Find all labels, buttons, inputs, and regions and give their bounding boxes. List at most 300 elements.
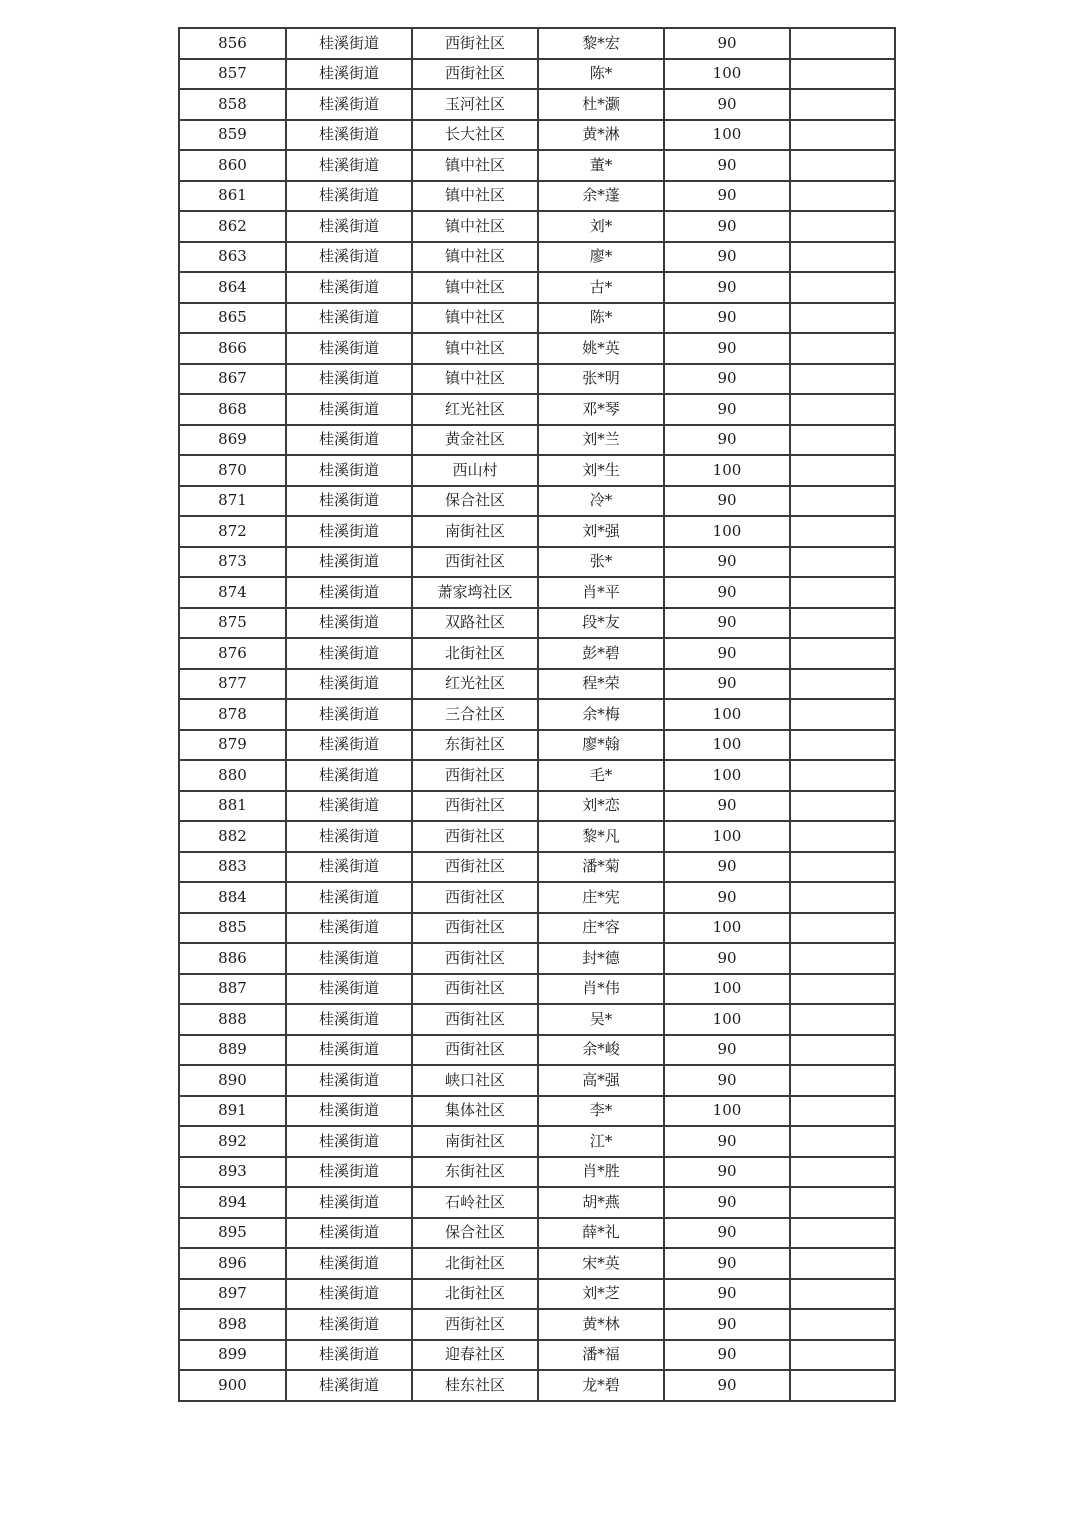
note-cell [790, 455, 895, 486]
table-row [179, 882, 895, 913]
name-cell: 肖*平 [538, 577, 664, 608]
table-row [179, 272, 895, 303]
note-cell [790, 364, 895, 395]
row-number-cell: 869 [179, 425, 286, 456]
community-cell: 集体社区 [412, 1096, 538, 1127]
name-cell: 龙*碧 [538, 1370, 664, 1401]
table-row [179, 455, 895, 486]
score-cell: 100 [664, 821, 790, 852]
note-cell [790, 272, 895, 303]
score-cell: 90 [664, 242, 790, 273]
table-row [179, 1370, 895, 1401]
row-number-cell: 895 [179, 1218, 286, 1249]
community-cell: 玉河社区 [412, 89, 538, 120]
table-row [179, 547, 895, 578]
score-cell: 90 [664, 303, 790, 334]
row-number-cell: 883 [179, 852, 286, 883]
note-cell [790, 1004, 895, 1035]
row-number-cell: 873 [179, 547, 286, 578]
community-cell: 镇中社区 [412, 303, 538, 334]
table-row [179, 181, 895, 212]
note-cell [790, 791, 895, 822]
street-cell: 桂溪街道 [286, 333, 412, 364]
score-cell: 90 [664, 1218, 790, 1249]
name-cell: 陈* [538, 303, 664, 334]
name-cell: 黎*凡 [538, 821, 664, 852]
table-row [179, 89, 895, 120]
table-row [179, 699, 895, 730]
name-cell: 黄*林 [538, 1309, 664, 1340]
community-cell: 东街社区 [412, 730, 538, 761]
table-row [179, 486, 895, 517]
street-cell: 桂溪街道 [286, 791, 412, 822]
row-number-cell: 857 [179, 59, 286, 90]
street-cell: 桂溪街道 [286, 943, 412, 974]
roster-table-body [179, 28, 895, 1401]
community-cell: 双路社区 [412, 608, 538, 639]
score-cell: 90 [664, 1248, 790, 1279]
table-row [179, 1004, 895, 1035]
name-cell: 刘*恋 [538, 791, 664, 822]
row-number-cell: 872 [179, 516, 286, 547]
row-number-cell: 863 [179, 242, 286, 273]
community-cell: 西街社区 [412, 547, 538, 578]
note-cell [790, 852, 895, 883]
score-cell: 100 [664, 760, 790, 791]
community-cell: 镇中社区 [412, 272, 538, 303]
note-cell [790, 1309, 895, 1340]
name-cell: 余*梅 [538, 699, 664, 730]
table-row [179, 333, 895, 364]
community-cell: 西街社区 [412, 760, 538, 791]
table-row [179, 1309, 895, 1340]
table-row [179, 1126, 895, 1157]
name-cell: 张* [538, 547, 664, 578]
score-cell: 90 [664, 1340, 790, 1371]
community-cell: 镇中社区 [412, 242, 538, 273]
note-cell [790, 913, 895, 944]
table-row [179, 791, 895, 822]
community-cell: 三合社区 [412, 699, 538, 730]
row-number-cell: 898 [179, 1309, 286, 1340]
row-number-cell: 890 [179, 1065, 286, 1096]
note-cell [790, 181, 895, 212]
table-row [179, 516, 895, 547]
table-row [179, 1340, 895, 1371]
street-cell: 桂溪街道 [286, 760, 412, 791]
note-cell [790, 242, 895, 273]
community-cell: 西街社区 [412, 1309, 538, 1340]
community-cell: 镇中社区 [412, 211, 538, 242]
table-row [179, 1248, 895, 1279]
note-cell [790, 333, 895, 364]
table-row [179, 1096, 895, 1127]
name-cell: 宋*英 [538, 1248, 664, 1279]
row-number-cell: 889 [179, 1035, 286, 1066]
score-cell: 90 [664, 211, 790, 242]
note-cell [790, 730, 895, 761]
street-cell: 桂溪街道 [286, 1340, 412, 1371]
note-cell [790, 1126, 895, 1157]
community-cell: 北街社区 [412, 638, 538, 669]
score-cell: 100 [664, 974, 790, 1005]
community-cell: 迎春社区 [412, 1340, 538, 1371]
community-cell: 西街社区 [412, 791, 538, 822]
street-cell: 桂溪街道 [286, 242, 412, 273]
note-cell [790, 1065, 895, 1096]
street-cell: 桂溪街道 [286, 1187, 412, 1218]
street-cell: 桂溪街道 [286, 821, 412, 852]
note-cell [790, 211, 895, 242]
score-cell: 90 [664, 943, 790, 974]
name-cell: 陈* [538, 59, 664, 90]
roster-table [178, 27, 896, 1402]
score-cell: 90 [664, 791, 790, 822]
note-cell [790, 1187, 895, 1218]
street-cell: 桂溪街道 [286, 638, 412, 669]
street-cell: 桂溪街道 [286, 486, 412, 517]
name-cell: 封*德 [538, 943, 664, 974]
name-cell: 杜*灏 [538, 89, 664, 120]
community-cell: 桂东社区 [412, 1370, 538, 1401]
community-cell: 黄金社区 [412, 425, 538, 456]
name-cell: 廖* [538, 242, 664, 273]
score-cell: 90 [664, 150, 790, 181]
name-cell: 段*友 [538, 608, 664, 639]
community-cell: 西街社区 [412, 59, 538, 90]
row-number-cell: 897 [179, 1279, 286, 1310]
name-cell: 胡*燕 [538, 1187, 664, 1218]
name-cell: 黄*淋 [538, 120, 664, 151]
note-cell [790, 760, 895, 791]
name-cell: 李* [538, 1096, 664, 1127]
street-cell: 桂溪街道 [286, 181, 412, 212]
row-number-cell: 859 [179, 120, 286, 151]
name-cell: 刘* [538, 211, 664, 242]
table-row [179, 913, 895, 944]
name-cell: 薛*礼 [538, 1218, 664, 1249]
score-cell: 90 [664, 577, 790, 608]
name-cell: 廖*翰 [538, 730, 664, 761]
score-cell: 100 [664, 120, 790, 151]
community-cell: 西街社区 [412, 974, 538, 1005]
score-cell: 90 [664, 181, 790, 212]
row-number-cell: 866 [179, 333, 286, 364]
table-row [179, 28, 895, 59]
name-cell: 邓*琴 [538, 394, 664, 425]
row-number-cell: 893 [179, 1157, 286, 1188]
note-cell [790, 89, 895, 120]
table-row [179, 608, 895, 639]
street-cell: 桂溪街道 [286, 516, 412, 547]
score-cell: 90 [664, 1279, 790, 1310]
table-row [179, 852, 895, 883]
row-number-cell: 886 [179, 943, 286, 974]
note-cell [790, 669, 895, 700]
row-number-cell: 887 [179, 974, 286, 1005]
community-cell: 保合社区 [412, 486, 538, 517]
street-cell: 桂溪街道 [286, 120, 412, 151]
score-cell: 100 [664, 1004, 790, 1035]
score-cell: 100 [664, 1096, 790, 1127]
table-row [179, 120, 895, 151]
note-cell [790, 974, 895, 1005]
name-cell: 程*荣 [538, 669, 664, 700]
street-cell: 桂溪街道 [286, 1035, 412, 1066]
street-cell: 桂溪街道 [286, 608, 412, 639]
note-cell [790, 486, 895, 517]
name-cell: 冷* [538, 486, 664, 517]
street-cell: 桂溪街道 [286, 1279, 412, 1310]
street-cell: 桂溪街道 [286, 882, 412, 913]
street-cell: 桂溪街道 [286, 852, 412, 883]
street-cell: 桂溪街道 [286, 1157, 412, 1188]
table-row [179, 974, 895, 1005]
table-row [179, 821, 895, 852]
community-cell: 红光社区 [412, 394, 538, 425]
street-cell: 桂溪街道 [286, 1248, 412, 1279]
note-cell [790, 547, 895, 578]
name-cell: 肖*伟 [538, 974, 664, 1005]
row-number-cell: 870 [179, 455, 286, 486]
note-cell [790, 1248, 895, 1279]
street-cell: 桂溪街道 [286, 669, 412, 700]
street-cell: 桂溪街道 [286, 1370, 412, 1401]
note-cell [790, 943, 895, 974]
score-cell: 90 [664, 608, 790, 639]
row-number-cell: 856 [179, 28, 286, 59]
street-cell: 桂溪街道 [286, 1218, 412, 1249]
community-cell: 萧家塆社区 [412, 577, 538, 608]
score-cell: 90 [664, 486, 790, 517]
street-cell: 桂溪街道 [286, 913, 412, 944]
row-number-cell: 864 [179, 272, 286, 303]
community-cell: 镇中社区 [412, 333, 538, 364]
note-cell [790, 1218, 895, 1249]
row-number-cell: 894 [179, 1187, 286, 1218]
note-cell [790, 1340, 895, 1371]
score-cell: 90 [664, 1370, 790, 1401]
name-cell: 庄*容 [538, 913, 664, 944]
table-row [179, 1279, 895, 1310]
table-row [179, 577, 895, 608]
row-number-cell: 900 [179, 1370, 286, 1401]
community-cell: 西街社区 [412, 28, 538, 59]
community-cell: 北街社区 [412, 1279, 538, 1310]
note-cell [790, 1096, 895, 1127]
name-cell: 吴* [538, 1004, 664, 1035]
table-row [179, 1035, 895, 1066]
score-cell: 90 [664, 669, 790, 700]
street-cell: 桂溪街道 [286, 89, 412, 120]
street-cell: 桂溪街道 [286, 1309, 412, 1340]
row-number-cell: 861 [179, 181, 286, 212]
table-row [179, 1157, 895, 1188]
table-row [179, 242, 895, 273]
community-cell: 西街社区 [412, 913, 538, 944]
score-cell: 90 [664, 1157, 790, 1188]
community-cell: 峡口社区 [412, 1065, 538, 1096]
row-number-cell: 865 [179, 303, 286, 334]
street-cell: 桂溪街道 [286, 1065, 412, 1096]
table-row [179, 211, 895, 242]
score-cell: 90 [664, 1126, 790, 1157]
community-cell: 镇中社区 [412, 364, 538, 395]
street-cell: 桂溪街道 [286, 211, 412, 242]
row-number-cell: 874 [179, 577, 286, 608]
table-row [179, 760, 895, 791]
community-cell: 南街社区 [412, 1126, 538, 1157]
community-cell: 东街社区 [412, 1157, 538, 1188]
street-cell: 桂溪街道 [286, 394, 412, 425]
row-number-cell: 882 [179, 821, 286, 852]
community-cell: 西街社区 [412, 1035, 538, 1066]
note-cell [790, 1035, 895, 1066]
score-cell: 90 [664, 882, 790, 913]
street-cell: 桂溪街道 [286, 59, 412, 90]
name-cell: 刘*芝 [538, 1279, 664, 1310]
score-cell: 90 [664, 1187, 790, 1218]
row-number-cell: 871 [179, 486, 286, 517]
table-row [179, 730, 895, 761]
name-cell: 余*蓬 [538, 181, 664, 212]
row-number-cell: 867 [179, 364, 286, 395]
street-cell: 桂溪街道 [286, 699, 412, 730]
table-row [179, 364, 895, 395]
street-cell: 桂溪街道 [286, 28, 412, 59]
community-cell: 西街社区 [412, 882, 538, 913]
street-cell: 桂溪街道 [286, 425, 412, 456]
street-cell: 桂溪街道 [286, 730, 412, 761]
score-cell: 90 [664, 1065, 790, 1096]
table-row [179, 1065, 895, 1096]
name-cell: 高*强 [538, 1065, 664, 1096]
community-cell: 红光社区 [412, 669, 538, 700]
table-row [179, 59, 895, 90]
name-cell: 刘*兰 [538, 425, 664, 456]
community-cell: 镇中社区 [412, 150, 538, 181]
note-cell [790, 425, 895, 456]
street-cell: 桂溪街道 [286, 577, 412, 608]
note-cell [790, 882, 895, 913]
note-cell [790, 608, 895, 639]
street-cell: 桂溪街道 [286, 150, 412, 181]
street-cell: 桂溪街道 [286, 547, 412, 578]
name-cell: 张*明 [538, 364, 664, 395]
row-number-cell: 881 [179, 791, 286, 822]
score-cell: 90 [664, 1309, 790, 1340]
name-cell: 庄*宪 [538, 882, 664, 913]
score-cell: 100 [664, 699, 790, 730]
row-number-cell: 877 [179, 669, 286, 700]
community-cell: 石岭社区 [412, 1187, 538, 1218]
table-row [179, 394, 895, 425]
score-cell: 90 [664, 364, 790, 395]
name-cell: 黎*宏 [538, 28, 664, 59]
community-cell: 南街社区 [412, 516, 538, 547]
row-number-cell: 896 [179, 1248, 286, 1279]
score-cell: 90 [664, 333, 790, 364]
table-row [179, 150, 895, 181]
community-cell: 西街社区 [412, 852, 538, 883]
name-cell: 刘*强 [538, 516, 664, 547]
score-cell: 90 [664, 89, 790, 120]
community-cell: 西街社区 [412, 943, 538, 974]
street-cell: 桂溪街道 [286, 1004, 412, 1035]
row-number-cell: 884 [179, 882, 286, 913]
street-cell: 桂溪街道 [286, 1126, 412, 1157]
note-cell [790, 303, 895, 334]
table-row [179, 943, 895, 974]
row-number-cell: 879 [179, 730, 286, 761]
name-cell: 古* [538, 272, 664, 303]
note-cell [790, 1279, 895, 1310]
name-cell: 潘*福 [538, 1340, 664, 1371]
score-cell: 90 [664, 272, 790, 303]
row-number-cell: 860 [179, 150, 286, 181]
note-cell [790, 516, 895, 547]
name-cell: 姚*英 [538, 333, 664, 364]
name-cell: 江* [538, 1126, 664, 1157]
row-number-cell: 899 [179, 1340, 286, 1371]
score-cell: 90 [664, 1035, 790, 1066]
table-row [179, 669, 895, 700]
street-cell: 桂溪街道 [286, 303, 412, 334]
row-number-cell: 858 [179, 89, 286, 120]
row-number-cell: 876 [179, 638, 286, 669]
score-cell: 90 [664, 547, 790, 578]
score-cell: 100 [664, 913, 790, 944]
row-number-cell: 875 [179, 608, 286, 639]
community-cell: 镇中社区 [412, 181, 538, 212]
score-cell: 90 [664, 852, 790, 883]
table-row [179, 1218, 895, 1249]
note-cell [790, 1157, 895, 1188]
row-number-cell: 885 [179, 913, 286, 944]
name-cell: 董* [538, 150, 664, 181]
street-cell: 桂溪街道 [286, 1096, 412, 1127]
note-cell [790, 1370, 895, 1401]
table-row [179, 638, 895, 669]
name-cell: 余*峻 [538, 1035, 664, 1066]
score-cell: 100 [664, 455, 790, 486]
community-cell: 长大社区 [412, 120, 538, 151]
table-row [179, 303, 895, 334]
row-number-cell: 888 [179, 1004, 286, 1035]
name-cell: 肖*胜 [538, 1157, 664, 1188]
row-number-cell: 892 [179, 1126, 286, 1157]
note-cell [790, 699, 895, 730]
row-number-cell: 878 [179, 699, 286, 730]
community-cell: 西街社区 [412, 821, 538, 852]
note-cell [790, 120, 895, 151]
row-number-cell: 862 [179, 211, 286, 242]
score-cell: 90 [664, 28, 790, 59]
name-cell: 潘*菊 [538, 852, 664, 883]
row-number-cell: 880 [179, 760, 286, 791]
note-cell [790, 394, 895, 425]
score-cell: 100 [664, 730, 790, 761]
community-cell: 西街社区 [412, 1004, 538, 1035]
note-cell [790, 577, 895, 608]
note-cell [790, 28, 895, 59]
note-cell [790, 59, 895, 90]
name-cell: 毛* [538, 760, 664, 791]
score-cell: 100 [664, 59, 790, 90]
note-cell [790, 638, 895, 669]
note-cell [790, 150, 895, 181]
score-cell: 90 [664, 425, 790, 456]
